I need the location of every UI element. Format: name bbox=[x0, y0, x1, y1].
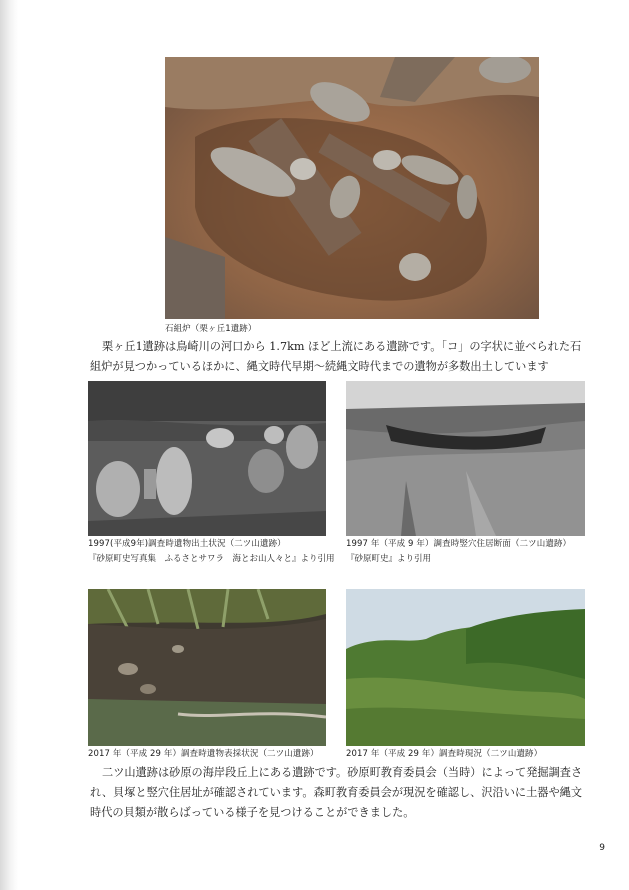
page-number: 9 bbox=[599, 843, 605, 853]
pit-section-bw-photo bbox=[346, 381, 585, 536]
pit-caption: 1997 年（平成 9 年）調査時竪穴住居断面（二ツ山遺跡） bbox=[346, 539, 572, 549]
page-gutter-shadow bbox=[0, 0, 18, 890]
kurigaoka-paragraph: 栗ヶ丘1遺跡は鳥崎川の河口から 1.7km ほど上流にある遺跡です。「コ」の字状に並べられた石組炉が見つかっているほかに、縄文時代早期～続縄文時代までの遺物が多数出土しています bbox=[90, 340, 582, 373]
surface-survey-photo bbox=[88, 589, 326, 746]
stone-hearth-photo bbox=[165, 57, 539, 319]
pit-credit: 『砂原町史』より引用 bbox=[346, 554, 432, 564]
futatsuyama-paragraph: 二ツ山遺跡は砂原の海岸段丘上にある遺跡です。砂原町教育委員会（当時）によって発掘調査され、貝塚と竪穴住居址が確認されています。森町教育委員会が現況を確認し、沢沿いに土器や縄文時代の貝類が散らばっている様子を見つけることができました。 bbox=[90, 766, 583, 819]
site-caption: 2017 年（平成 29 年）調査時現況（二ツ山遺跡） bbox=[346, 749, 543, 759]
site-present-photo bbox=[346, 589, 585, 746]
artifacts-credit: 『砂原町史写真集 ふるさとサワラ 海とお山人々と』より引用 bbox=[88, 554, 335, 564]
artifacts-bw-photo bbox=[88, 381, 326, 536]
surface-caption: 2017 年（平成 29 年）調査時遺物表採状況（二ツ山遺跡） bbox=[88, 749, 319, 759]
artifacts-caption: 1997(平成9年)調査時遺物出土状況（二ツ山遺跡） bbox=[88, 539, 286, 549]
hearth-caption: 石組炉（栗ヶ丘1遺跡） bbox=[165, 324, 257, 334]
